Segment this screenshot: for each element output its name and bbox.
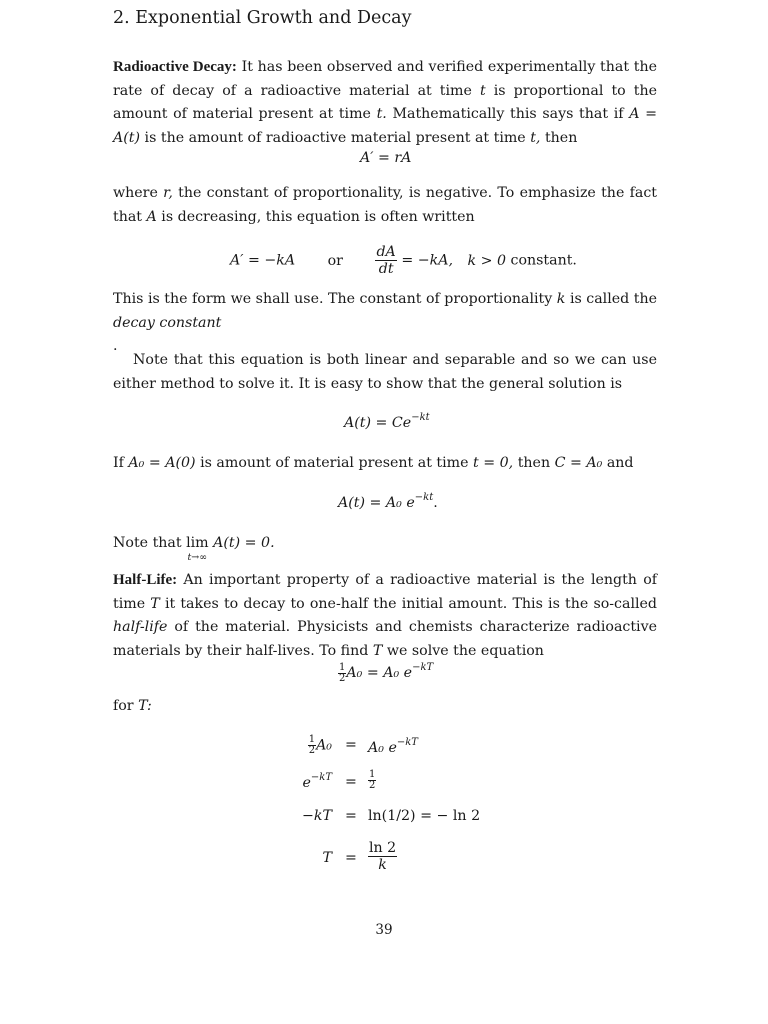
p7-text-a: An important property of a radioactive material is the length of time (113, 572, 657, 612)
decay-constant-paragraph (113, 288, 657, 359)
p1-var-t3: t, (530, 129, 541, 146)
eq5-body: A₀ = A₀ e (346, 665, 413, 681)
eq2-right: = −kA, (401, 252, 453, 269)
p3-text-b: is called the (569, 291, 658, 307)
p7-var-T2: T (372, 642, 383, 659)
p3-var-k: k (556, 291, 566, 307)
step2-equals: = (345, 774, 357, 790)
k-denominator: k (378, 857, 387, 873)
derivative-denominator: dt (378, 261, 394, 277)
ln2-numerator: ln 2 (369, 840, 397, 856)
p1-var-t: t (479, 82, 486, 99)
p5-if: If (113, 455, 124, 471)
step3-rhs: ln(1/2) = − ln 2 (368, 808, 481, 824)
eq3-base: A(t) = Ce (344, 415, 412, 431)
ln2-over-k-fraction (368, 840, 397, 873)
p5-then: then (517, 455, 551, 471)
step1-lhs (262, 735, 332, 756)
proportionality-paragraph (113, 182, 657, 229)
p7-var-T: T (150, 595, 160, 612)
step1-rhs-exponent: −kT (396, 737, 418, 748)
p3-dot: . (113, 338, 118, 354)
one-half-numerator: 1 (339, 661, 346, 673)
p1-text-b: is proportional to the amount of material present at time (113, 82, 657, 122)
p1-text-e: then (544, 129, 578, 146)
eq5-exponent: −kT (412, 662, 434, 673)
equation-decay-forms (230, 244, 577, 277)
limit-subscript: t→∞ (187, 551, 208, 563)
p5-expr: A₀ = A(0) (128, 455, 196, 471)
derivation-step-3 (0, 808, 768, 832)
step4-rhs (368, 840, 397, 873)
half-life-paragraph (113, 569, 657, 663)
decay-constant-term: decay constant (113, 314, 222, 331)
p8-T: T: (138, 698, 152, 714)
one-half-denominator: 2 (339, 672, 346, 684)
p1-text-d: is the amount of radioactive material present at time (144, 129, 526, 146)
p7-text-c: of the material. Physicists and chemists characterize radioactive materials by their half-lives. To find (113, 619, 657, 659)
step2-half-numerator: 1 (369, 769, 376, 780)
p2-text-a: where (113, 185, 158, 201)
step1-rhs (368, 737, 418, 756)
eq4-exponent: −kt (414, 492, 434, 503)
step1-rhs-text: A₀ e (368, 740, 397, 756)
initial-condition-paragraph (113, 452, 657, 476)
p5-and: and (606, 455, 634, 471)
eq2-or: or (327, 252, 343, 269)
eq3-exponent: −kt (411, 412, 430, 423)
p1-text-a: It has been observed and verified experimentally that the rate of decay of a radioactive material at time (113, 59, 657, 99)
step2-half-denominator: 2 (369, 780, 376, 791)
general-solution-paragraph: Note that this equation is both linear and separable and so we can use either method to solve it. It is easy to show that the general solution is (113, 352, 657, 392)
equation-rate: A′ = rA (360, 150, 412, 166)
p7-text-d: we solve the equation (386, 642, 544, 659)
eq2-constant-word: constant. (510, 252, 577, 269)
p2-var-A: A (146, 208, 157, 225)
step1-half-denominator: 2 (308, 745, 316, 756)
derivative-fraction (375, 244, 396, 277)
step4-lhs: T (322, 850, 332, 866)
step1-lhs-text: A₀ (316, 737, 332, 754)
derivation-step-1 (0, 735, 768, 759)
p1-var-t2: t. (376, 106, 387, 122)
step1-half-fraction (308, 735, 316, 756)
step2-half-fraction (368, 770, 376, 791)
p5-c: C = A₀ (554, 455, 603, 471)
equation-particular-solution (338, 492, 438, 511)
p8-for: for (113, 698, 134, 714)
step3-equals: = (345, 808, 357, 824)
step2-lhs-exponent: −kT (310, 772, 332, 783)
step2-rhs (368, 770, 376, 791)
page-number: 39 (375, 922, 393, 938)
half-life-heading: Half-Life: (113, 572, 178, 588)
p1-expr: A = A(t) (113, 106, 657, 146)
radioactive-decay-paragraph (113, 56, 657, 150)
p2-text-c: is decreasing, this equation is often written (161, 208, 475, 225)
equation-general-solution (344, 412, 430, 431)
p6-note: Note that (113, 535, 182, 551)
p2-text-b: the constant of proportionality, is negative. To emphasize the fact that (113, 185, 657, 225)
derivative-numerator: dA (376, 244, 396, 260)
radioactive-decay-heading: Radioactive Decay: (113, 59, 237, 75)
p5-text-a: is amount of material present at time (200, 455, 469, 471)
section-title: 2. Exponential Growth and Decay (113, 8, 412, 28)
p1-text-c: Mathematically this says that if (392, 106, 624, 122)
step4-equals: = (345, 850, 357, 866)
equation-half-life (338, 662, 433, 684)
p6-rest: A(t) = 0. (213, 535, 275, 551)
p3-text-a: This is the form we shall use. The constant of proportionality (113, 291, 553, 307)
eq4-period: . (433, 495, 438, 511)
step2-lhs (262, 772, 332, 791)
eq4-base: A(t) = A₀ e (338, 495, 415, 511)
eq2-left: A′ = −kA (230, 252, 296, 269)
derivation-step-2 (0, 770, 768, 796)
p7-text-b: it takes to decay to one-half the initial amount. This is the so-called (164, 595, 658, 612)
step1-half-numerator: 1 (308, 734, 316, 745)
limit-note (113, 532, 657, 563)
p2-var-r: r, (163, 185, 173, 201)
limit-word: lim (186, 535, 209, 551)
derivation-step-4 (0, 840, 768, 880)
eq2-condition: k > 0 (467, 252, 506, 269)
step3-lhs: −kT (302, 808, 332, 824)
step2-lhs-text: e (302, 775, 311, 791)
p5-t0: t = 0, (473, 455, 514, 471)
for-T-line (113, 695, 657, 719)
step1-equals: = (345, 737, 357, 753)
limit-operator (186, 532, 209, 563)
half-life-term: half-life (113, 619, 168, 635)
